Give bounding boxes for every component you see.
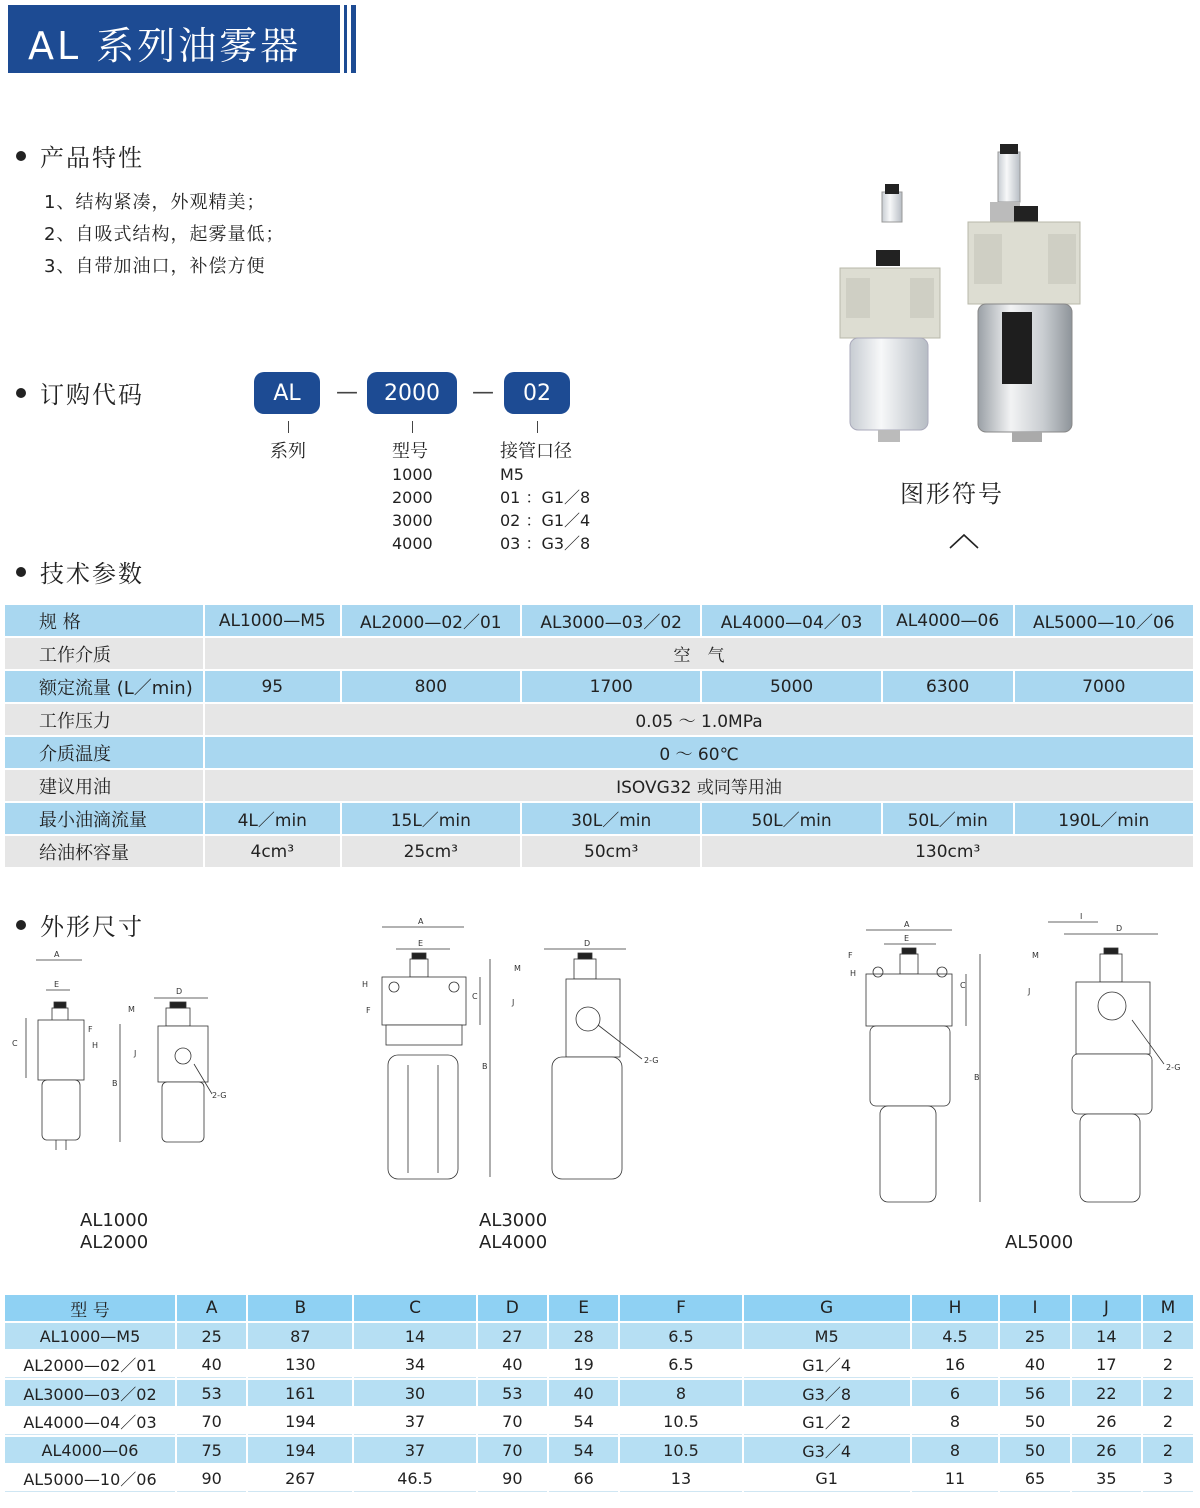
dim-cell: 3: [1143, 1465, 1193, 1492]
spec-cell: 1700: [522, 671, 700, 702]
dim-letter: F: [366, 1006, 371, 1015]
spec-cell: 4L／min: [205, 803, 340, 834]
dim-cell: 26: [1072, 1408, 1141, 1435]
dim-header-cell: 型 号: [5, 1295, 175, 1321]
spec-row-drip: [5, 803, 1193, 834]
section-label: 产品特性: [40, 144, 144, 172]
dim-cell: 50: [1000, 1408, 1069, 1435]
dim-letter: F: [848, 951, 853, 960]
dimension-drawing-al5000: [840, 910, 1190, 1210]
dim-cell: AL4000—06: [5, 1437, 175, 1463]
dim-cell: 14: [354, 1323, 475, 1349]
dim-cell: G3／8: [744, 1380, 910, 1406]
dim-letter: C: [472, 992, 478, 1001]
spec-cell: 4cm³: [205, 836, 340, 867]
dim-cell: 6: [912, 1380, 999, 1406]
dim-cell: 54: [549, 1408, 618, 1435]
spec-row-label: 最小油滴流量: [5, 803, 203, 834]
spec-row-flow: [5, 671, 1193, 702]
dim-cell: 2: [1143, 1323, 1193, 1349]
dim-cell: 2: [1143, 1380, 1193, 1406]
dim-cell: 90: [177, 1465, 246, 1492]
spec-header-cell: 规 格: [5, 605, 203, 636]
code-series: AL: [254, 372, 320, 414]
code-tick: [288, 421, 289, 433]
dim-cell: 4.5: [912, 1323, 999, 1349]
dim-letter: H: [92, 1041, 99, 1050]
spec-cell: 0 ～ 60℃: [205, 737, 1193, 768]
dim-cell: 90: [478, 1465, 547, 1492]
dim-cell: 50: [1000, 1437, 1069, 1463]
dim-cell: 19: [549, 1351, 618, 1378]
section-order-heading: [16, 375, 144, 410]
dim-cell: AL3000—03／02: [5, 1380, 175, 1406]
dim-header-cell: H: [912, 1295, 999, 1321]
section-label: 技术参数: [40, 560, 144, 588]
spec-cell: 5000: [702, 671, 880, 702]
order-col-head: 型号: [392, 441, 428, 462]
dim-letter: I: [1080, 912, 1083, 921]
dim-letter: D: [1116, 924, 1123, 933]
order-col-head: 接管口径: [500, 441, 572, 462]
order-option: 02 ：G1／4: [500, 511, 591, 530]
dim-letter: D: [176, 987, 183, 996]
section-features-heading: [16, 138, 144, 173]
spec-cell: 130cm³: [702, 836, 1193, 867]
dim-letter: F: [88, 1025, 93, 1034]
dim-letter: E: [54, 980, 60, 989]
dim-cell: 17: [1072, 1351, 1141, 1378]
dim-letter: A: [904, 920, 910, 929]
spec-row-pressure: [5, 704, 1193, 735]
spec-row-label: 介质温度: [5, 737, 203, 768]
spec-cell: 800: [342, 671, 520, 702]
dim-cell: 8: [912, 1408, 999, 1435]
order-option: 03 ：G3／8: [500, 534, 591, 553]
spec-header-cell: AL5000—10／06: [1015, 605, 1193, 636]
dim-letter: A: [418, 917, 424, 926]
code-port: 02: [504, 372, 570, 414]
section-dims-heading: [16, 907, 144, 942]
spec-row-oil: [5, 770, 1193, 801]
dim-cell: 46.5: [354, 1465, 475, 1492]
order-option: 4000: [392, 534, 433, 553]
dim-cell: 75: [177, 1437, 246, 1463]
dim-letter: M: [1032, 951, 1039, 960]
order-option: 3000: [392, 511, 433, 530]
dim-cell: 22: [1072, 1380, 1141, 1406]
spec-header-row: [5, 605, 1193, 636]
spec-row-bowl: [5, 836, 1193, 867]
dim-header-cell: D: [478, 1295, 547, 1321]
spec-row-label: 额定流量 (L／min): [5, 671, 203, 702]
feature-item: 1、结构紧凑，外观精美；: [44, 192, 266, 213]
dim-cell: 40: [1000, 1351, 1069, 1378]
order-col-series: [270, 440, 306, 463]
product-photo: [830, 140, 1090, 450]
spec-cell: 空 气: [205, 638, 1193, 669]
page-title: AL 系列油雾器: [28, 24, 302, 68]
title-stripe: [351, 5, 356, 73]
lubricator-symbol-icon: [948, 532, 980, 550]
dim-cell: 2: [1143, 1351, 1193, 1378]
dim-cell: G1／2: [744, 1408, 910, 1435]
dim-cell: 25: [177, 1323, 246, 1349]
dim-cell: M5: [744, 1323, 910, 1349]
table-row: [5, 1380, 1193, 1406]
dim-cell: 8: [912, 1437, 999, 1463]
title-banner: [8, 5, 340, 73]
title-stripe: [344, 5, 347, 73]
dim-cell: 14: [1072, 1323, 1141, 1349]
dim-cell: 87: [248, 1323, 352, 1349]
dim-cell: 161: [248, 1380, 352, 1406]
code-dash: —: [336, 380, 358, 405]
dim-cell: 37: [354, 1408, 475, 1435]
dim-header-row: [5, 1295, 1193, 1321]
order-option: 2000: [392, 488, 433, 507]
dim-header-cell: I: [1000, 1295, 1069, 1321]
dim-cell: 70: [177, 1408, 246, 1435]
dim-cell: 10.5: [620, 1408, 741, 1435]
dim-letter: J: [512, 998, 515, 1007]
dim-cell: 54: [549, 1437, 618, 1463]
dim-cell: 6.5: [620, 1351, 741, 1378]
dim-header-cell: G: [744, 1295, 910, 1321]
spec-row-medium: [5, 638, 1193, 669]
dim-cell: 194: [248, 1408, 352, 1435]
dim-letter: J: [134, 1049, 137, 1058]
dim-letter: C: [960, 981, 966, 990]
spec-row-temp: [5, 737, 1193, 768]
spec-header-cell: AL3000—03／02: [522, 605, 700, 636]
spec-header-cell: AL1000—M5: [205, 605, 340, 636]
order-option: 01 ：G1／8: [500, 488, 591, 507]
feature-item: 3、自带加油口，补偿方便: [44, 256, 266, 277]
dim-cell: 30: [354, 1380, 475, 1406]
dim-letter: B: [974, 1073, 980, 1082]
bullet-icon: [16, 151, 26, 161]
bullet-icon: [16, 920, 26, 930]
model-label: AL5000: [1005, 1232, 1074, 1253]
dim-cell: 130: [248, 1351, 352, 1378]
dim-header-cell: F: [620, 1295, 741, 1321]
dim-letter: M: [514, 964, 521, 973]
dim-cell: 70: [478, 1437, 547, 1463]
feature-item: 2、自吸式结构，起雾量低；: [44, 224, 285, 245]
dim-cell: G1／4: [744, 1351, 910, 1378]
dim-cell: 2: [1143, 1408, 1193, 1435]
table-row: [5, 1351, 1193, 1378]
dim-cell: 66: [549, 1465, 618, 1492]
spec-row-label: 工作介质: [5, 638, 203, 669]
spec-cell: ISOVG32 或同等用油: [205, 770, 1193, 801]
spec-cell: 6300: [883, 671, 1013, 702]
dim-cell: 37: [354, 1437, 475, 1463]
table-row: [5, 1408, 1193, 1435]
dim-letter: E: [904, 934, 910, 943]
dim-cell: 40: [177, 1351, 246, 1378]
dim-cell: 13: [620, 1465, 741, 1492]
dim-cell: 16: [912, 1351, 999, 1378]
dim-cell: 10.5: [620, 1437, 741, 1463]
dim-letter: A: [54, 950, 60, 959]
dim-cell: 65: [1000, 1465, 1069, 1492]
dim-letter: B: [112, 1079, 118, 1088]
table-row: [5, 1465, 1193, 1492]
spec-header-cell: AL2000—02／01: [342, 605, 520, 636]
dim-cell: AL4000—04／03: [5, 1408, 175, 1435]
code-model: 2000: [367, 372, 457, 414]
order-col-head: 系列: [270, 441, 306, 462]
spec-header-cell: AL4000—04／03: [702, 605, 880, 636]
dim-cell: 6.5: [620, 1323, 741, 1349]
spec-cell: 25cm³: [342, 836, 520, 867]
spec-cell: 15L／min: [342, 803, 520, 834]
dim-header-cell: C: [354, 1295, 475, 1321]
dim-letter: M: [128, 1005, 135, 1014]
drawing-model-labels: [479, 1210, 547, 1254]
model-label: AL3000: [479, 1210, 548, 1231]
model-label: AL1000: [80, 1210, 149, 1231]
dim-cell: G1: [744, 1465, 910, 1492]
spec-cell: 190L／min: [1015, 803, 1193, 834]
spec-row-label: 工作压力: [5, 704, 203, 735]
dim-cell: 40: [478, 1351, 547, 1378]
dim-cell: 27: [478, 1323, 547, 1349]
dimension-table: [3, 1293, 1195, 1494]
dim-cell: AL2000—02／01: [5, 1351, 175, 1378]
dimension-drawing-al1000: [8, 948, 248, 1163]
dim-cell: AL5000—10／06: [5, 1465, 175, 1492]
dim-letter: B: [482, 1062, 488, 1071]
dim-cell: 53: [478, 1380, 547, 1406]
dim-cell: 34: [354, 1351, 475, 1378]
dim-cell: 2: [1143, 1437, 1193, 1463]
dim-header-cell: B: [248, 1295, 352, 1321]
symbol-label: 图形符号: [900, 480, 1004, 508]
dim-letter: 2-G: [212, 1091, 227, 1100]
spec-cell: 50L／min: [702, 803, 880, 834]
spec-cell: 30L／min: [522, 803, 700, 834]
order-col-port: [500, 440, 590, 555]
dim-cell: G3／4: [744, 1437, 910, 1463]
dim-cell: 11: [912, 1465, 999, 1492]
dimension-drawing-al3000: [358, 915, 698, 1185]
spec-cell: 50L／min: [883, 803, 1013, 834]
section-label: 订购代码: [40, 381, 144, 409]
dim-cell: 40: [549, 1380, 618, 1406]
order-col-model: [392, 440, 433, 555]
spec-cell: 7000: [1015, 671, 1193, 702]
dim-cell: AL1000—M5: [5, 1323, 175, 1349]
model-label: AL4000: [479, 1232, 548, 1253]
section-tech-heading: [16, 554, 144, 589]
spec-cell: 95: [205, 671, 340, 702]
dim-header-cell: A: [177, 1295, 246, 1321]
dim-cell: 25: [1000, 1323, 1069, 1349]
dim-letter: E: [418, 939, 424, 948]
table-row: [5, 1437, 1193, 1463]
dim-header-cell: M: [1143, 1295, 1193, 1321]
dim-cell: 194: [248, 1437, 352, 1463]
code-tick: [412, 421, 413, 433]
dim-cell: 53: [177, 1380, 246, 1406]
spec-row-label: 给油杯容量: [5, 836, 203, 867]
order-option: M5: [500, 465, 524, 484]
dim-letter: 2-G: [644, 1056, 659, 1065]
bullet-icon: [16, 388, 26, 398]
code-tick: [537, 421, 538, 433]
dim-letter: J: [1028, 987, 1031, 996]
spec-table: [3, 603, 1195, 869]
dim-header-cell: J: [1072, 1295, 1141, 1321]
section-label: 外形尺寸: [40, 913, 144, 941]
dim-letter: 2-G: [1166, 1063, 1181, 1072]
dim-cell: 28: [549, 1323, 618, 1349]
dim-cell: 267: [248, 1465, 352, 1492]
spec-cell: 50cm³: [522, 836, 700, 867]
dim-cell: 8: [620, 1380, 741, 1406]
dim-cell: 70: [478, 1408, 547, 1435]
spec-row-label: 建议用油: [5, 770, 203, 801]
spec-cell: 0.05 ～ 1.0MPa: [205, 704, 1193, 735]
drawing-model-labels: [80, 1210, 148, 1254]
bullet-icon: [16, 567, 26, 577]
dim-letter: C: [12, 1039, 18, 1048]
model-label: AL2000: [80, 1232, 149, 1253]
code-dash: —: [472, 380, 494, 405]
dim-letter: H: [850, 969, 857, 978]
dim-cell: 26: [1072, 1437, 1141, 1463]
dim-letter: D: [584, 939, 591, 948]
dim-header-cell: E: [549, 1295, 618, 1321]
order-option: 1000: [392, 465, 433, 484]
dim-cell: 56: [1000, 1380, 1069, 1406]
dim-letter: H: [362, 980, 369, 989]
spec-header-cell: AL4000—06: [883, 605, 1013, 636]
table-row: [5, 1323, 1193, 1349]
dim-cell: 35: [1072, 1465, 1141, 1492]
